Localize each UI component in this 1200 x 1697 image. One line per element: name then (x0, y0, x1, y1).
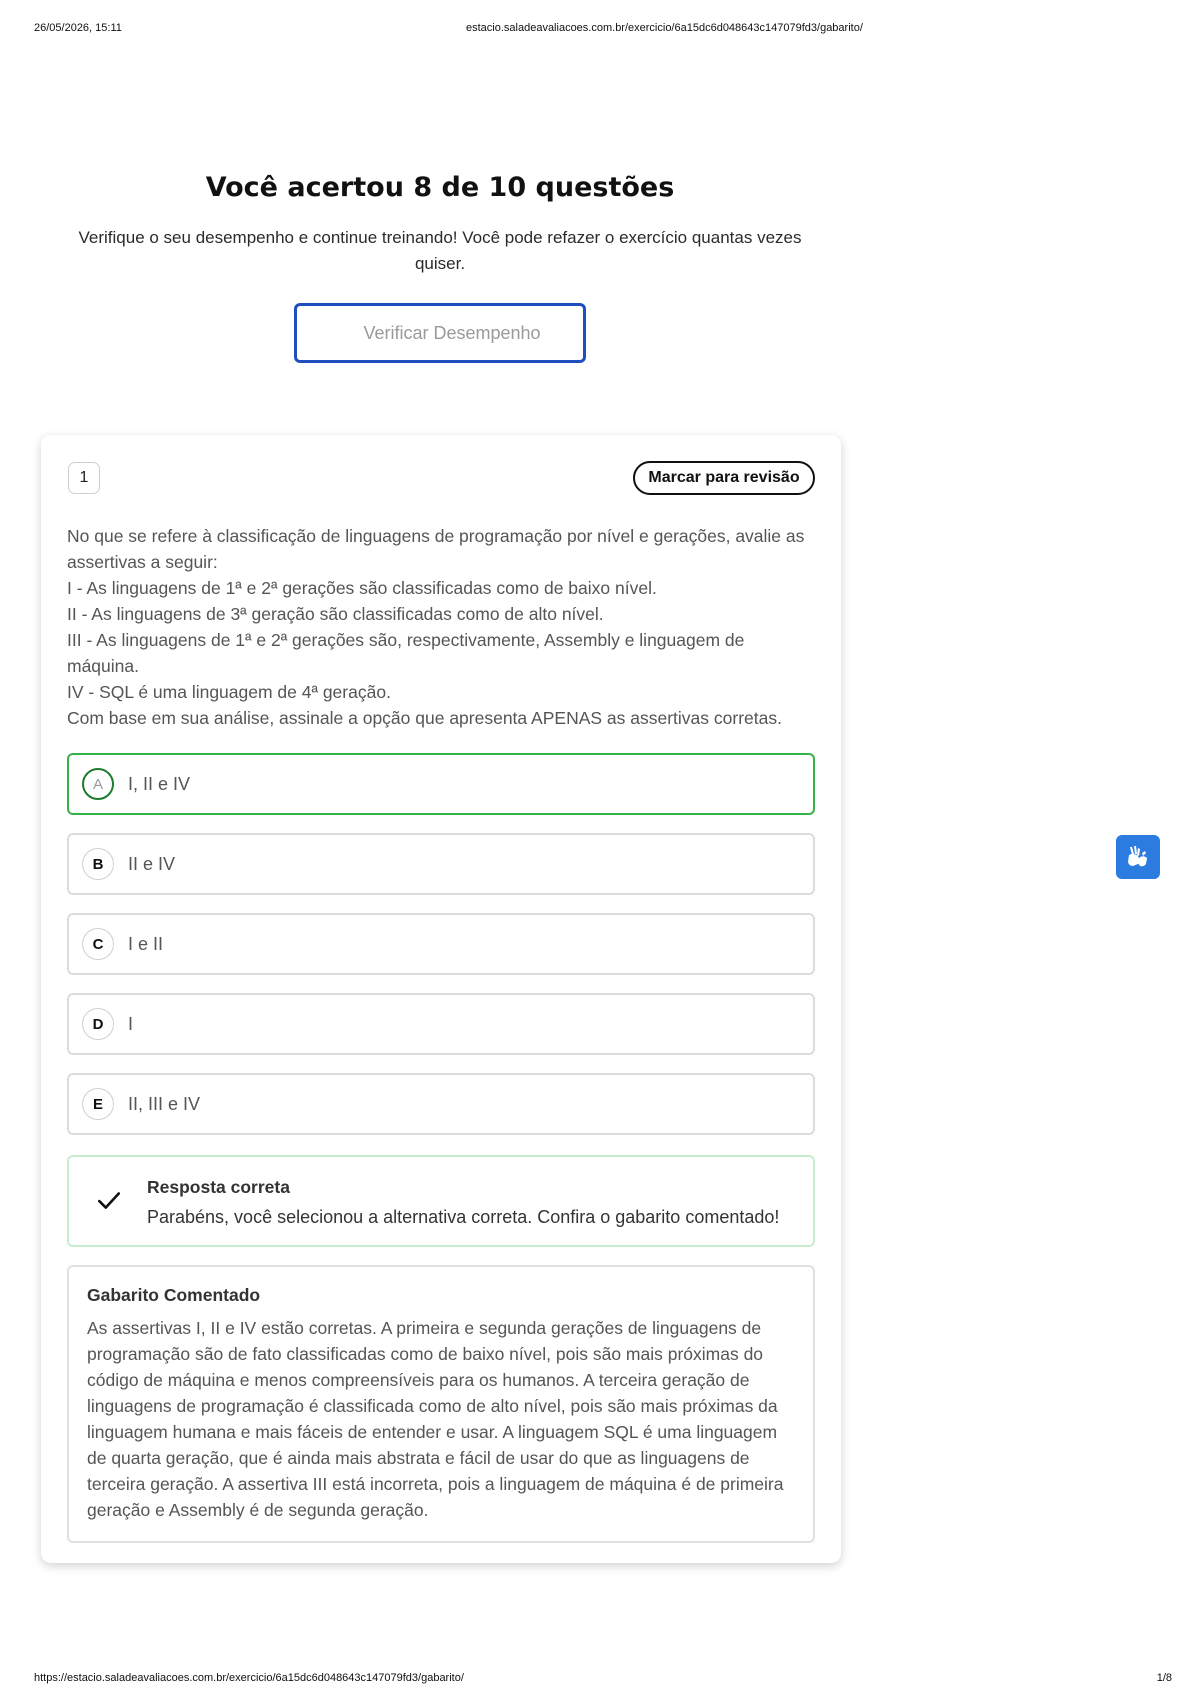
commented-answer (67, 1265, 815, 1543)
comment-title: Gabarito Comentado (87, 1285, 261, 1305)
sign-language-button[interactable] (1116, 835, 1160, 879)
option-b[interactable] (67, 833, 815, 895)
result-summary (40, 172, 840, 363)
statement-line: II - As linguagens de 3ª geração são classificadas como de alto nível. (67, 604, 604, 624)
print-header-url: estacio.saladeavaliacoes.com.br/exercicio/6a15dc6d048643c147079fd3/gabarito/ (466, 22, 863, 34)
question-statement (67, 523, 817, 731)
print-footer-url: https://estacio.saladeavaliacoes.com.br/exercicio/6a15dc6d048643c147079fd3/gabarito/ (34, 1672, 464, 1684)
statement-line: No que se refere à classificação de linguagens de programação por nível e gerações, avalie as assertivas a seguir: (67, 526, 805, 572)
option-e[interactable] (67, 1073, 815, 1135)
option-text: II, III e IV (128, 1093, 201, 1114)
summary-text: Verifique o seu desempenho e continue treinando! Você pode refazer o exercício quantas vezes quiser. (78, 228, 802, 273)
answer-options (67, 753, 815, 1153)
option-c[interactable] (67, 913, 815, 975)
feedback-text: Parabéns, você selecionou a alternativa correta. Confira o gabarito comentado! (147, 1207, 780, 1227)
option-text: I (128, 1013, 134, 1034)
check-icon (96, 1187, 122, 1213)
option-text: I e II (128, 933, 164, 954)
option-a[interactable] (67, 753, 815, 815)
option-letter: B (82, 848, 114, 880)
verify-performance-button[interactable]: Verificar Desempenho (294, 303, 586, 363)
option-letter: D (82, 1008, 114, 1040)
statement-line: Com base em sua análise, assinale a opção que apresenta APENAS as assertivas corretas. (67, 708, 782, 728)
question-number: 1 (68, 462, 100, 494)
page-title: Você acertou 8 de 10 questões (205, 172, 675, 203)
feedback-title: Resposta correta (147, 1177, 290, 1197)
print-date: 26/05/2026, 15:11 (34, 22, 122, 34)
option-d[interactable] (67, 993, 815, 1055)
option-letter: C (82, 928, 114, 960)
mark-for-review-button[interactable]: Marcar para revisão (633, 461, 815, 495)
option-letter: A (82, 768, 114, 800)
statement-line: IV - SQL é uma linguagem de 4ª geração. (67, 682, 391, 702)
answer-feedback (67, 1155, 815, 1247)
question-card (41, 435, 841, 1563)
option-text: I, II e IV (128, 773, 191, 794)
option-letter: E (82, 1088, 114, 1120)
sign-language-hands-icon (1124, 843, 1152, 871)
print-page-number: 1/8 (1156, 1672, 1172, 1684)
statement-line: I - As linguagens de 1ª e 2ª gerações são classificadas como de baixo nível. (67, 578, 657, 598)
comment-text: As assertivas I, II e IV estão corretas. A primeira e segunda gerações de linguagens de programação são de fato classificadas como de baixo nível, pois são mais próximas do código de máquina e menos compreensíveis para os humanos. A terceira geração de linguagens de programação é classificada como de alto nível, pois são mais próximas da linguagem humana e mais fáceis de entender e usar. A linguagem SQL é uma linguagem de quarta geração, que é ainda mais abstrata e fácil de usar do que as linguagens de terceira geração. A assertiva III está incorreta, pois a linguagem de máquina é de primeira geração e Assembly é de segunda geração. (87, 1318, 784, 1520)
statement-line: III - As linguagens de 1ª e 2ª gerações são, respectivamente, Assembly e linguagem de máquina. (67, 630, 745, 676)
option-text: II e IV (128, 853, 176, 874)
